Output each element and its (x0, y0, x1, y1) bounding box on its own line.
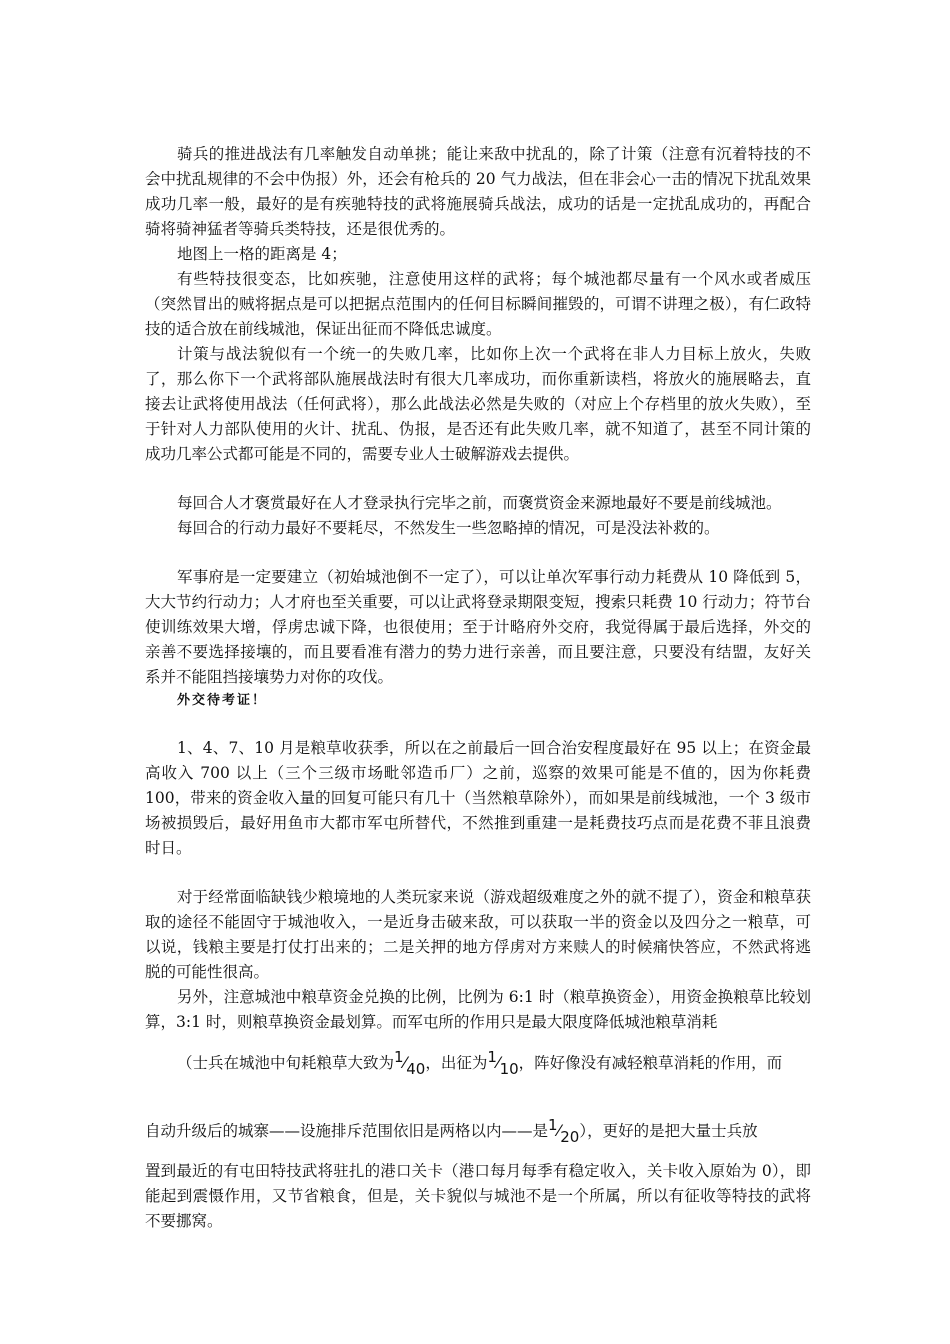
spacer (145, 541, 811, 565)
handwritten-note: 外交待考证！ (177, 693, 268, 708)
fraction-numerator: 1 (548, 1116, 558, 1134)
paragraph-failure-rate: 计策与战法貌似有一个统一的失败几率，比如你上次一个武将在非人力目标上放火，失败了，那么你下一个武将部队施展战法时有很大几率成功，而你重新读档，将放火的施展略去，直接去让武将使用战法（任何武将），那么此战法必然是失败的（对应上个存档里的放火失败），至于针对人力部队使用的火计、扰乱、伪报，是否还有此失败几率，就不知道了，甚至不同计策的成功几率公式都可能是不同的，需要专业人士破解游戏去提供。 (145, 345, 811, 463)
paragraph-funds: 对于经常面临缺钱少粮境地的人类玩家来说（游戏超级难度之外的就不提了），资金和粮草获取的途径不能固守于城池收入，一是近身击破来敌，可以获取一半的资金以及四分之一粮草，可以说，钱粮主要是打仗打出来的；二是关押的地方俘虏对方来赎人的时候痛快答应，不然武将逃脱的可能性很高。 (145, 888, 811, 981)
spacer (145, 1091, 811, 1103)
fraction-denominator: 40 (406, 1060, 426, 1078)
paragraph-consumption (145, 1035, 811, 1091)
paragraph-action-points: 每回合的行动力最好不要耗尽，不然发生一些忽略掉的情况，可是没法补救的。 (177, 519, 720, 537)
paragraph-exchange: 另外，注意城池中粮草资金兑换的比例，比例为 6:1 时（粮草换资金），用资金换粮草比较划算，3:1 时，则粮草换资金最划算。而军屯所的作用只是最大限度降低城池粮草消耗 (145, 988, 811, 1031)
paragraph-special-skills: 有些特技很变态，比如疾驰，注意使用这样的武将；每个城池都尽量有一个风水或者威压（突然冒出的贼将据点是可以把据点范围内的任何目标瞬间摧毁的，可谓不讲理之极），有仁政特技的适合放在前线城池，保证出征而不降低忠诚度。 (145, 270, 811, 338)
fraction-numerator: 1 (487, 1048, 497, 1066)
fraction-1-20: $^1⁄_{20}$ (548, 1116, 580, 1146)
spacer (145, 861, 811, 885)
fraction-numerator: 1 (394, 1048, 404, 1066)
text-segment: ，阵好像没有减轻粮草消耗的作用，而 (518, 1054, 783, 1072)
paragraph-cavalry: 骑兵的推进战法有几率触发自动单挑；能让来敌中扰乱的，除了计策（注意有沉着特技的不会中扰乱规律的不会中伪报）外，还会有枪兵的 20 气力战法，但在非会心一击的情况下扰乱效果成功几率一般，最好的是有疾驰特技的武将施展骑兵战法，成功的话是一定扰乱成功的，再配合骑将骑神猛者等骑兵类特技，还是很优秀的。 (145, 145, 811, 238)
text-segment: （士兵在城池中旬耗粮草大致为 (177, 1054, 395, 1072)
spacer (145, 467, 811, 491)
text-segment: 自动升级后的城寨——设施排斥范围依旧是两格以内——是 (145, 1122, 549, 1140)
text-segment: ，出征为 (425, 1054, 488, 1072)
paragraph-map-distance: 地图上一格的距离是 4； (177, 245, 347, 263)
paragraph-reward: 每回合人才褒赏最好在人才登录执行完毕之前，而褒赏资金来源地最好不要是前线城池。 (177, 494, 782, 512)
fraction-1-40: $^1⁄_{40}$ (394, 1048, 426, 1078)
paragraph-military-office: 军事府是一定要建立（初始城池倒不一定了），可以让单次军事行动力耗费从 10 降低到 5，大大节约行动力；人才府也至关重要，可以让武将登录期限变短，搜索只耗费 10 行动力；符节台使训练效果大增，俘虏忠诚下降，也很使用；至于计略府外交府，我觉得属于最后选择，外交的亲善不要选择接壤的，而且要看准有潜力的势力进行亲善，而且要注意，只要没有结盟，友好关系并不能阻挡接壤势力对你的攻伐。 (145, 568, 811, 686)
paragraph-harvest: 1、4、7、10 月是粮草收获季，所以在之前最后一回合治安程度最好在 95 以上；在资金最高收入 700 以上（三个三级市场毗邻造币厂）之前，巡察的效果可能是不值的，因为你耗费 100，带来的资金收入量的回复可能只有几十（当然粮草除外），而如果是前线城池，一个 3 级市场被损毁后，最好用鱼市大都市军屯所替代，不然推到重建一是耗费技巧点而是花费不菲且浪费时日。 (145, 739, 811, 857)
spacer (145, 712, 811, 736)
paragraph-fort (145, 1103, 811, 1159)
fraction-1-10: $^1⁄_{10}$ (487, 1048, 519, 1078)
fraction-denominator: 10 (499, 1060, 519, 1078)
text-segment: ），更好的是把大量士兵放 (579, 1122, 758, 1140)
paragraph-garrison: 置到最近的有屯田特技武将驻扎的港口关卡（港口每月每季有稳定收入，关卡收入原始为 0），即能起到震慑作用，又节省粮食，但是，关卡貌似与城池不是一个所属，所以有征收等特技的武将不要挪窝。 (145, 1162, 811, 1230)
fraction-denominator: 20 (560, 1128, 580, 1146)
document-body (145, 142, 811, 1234)
